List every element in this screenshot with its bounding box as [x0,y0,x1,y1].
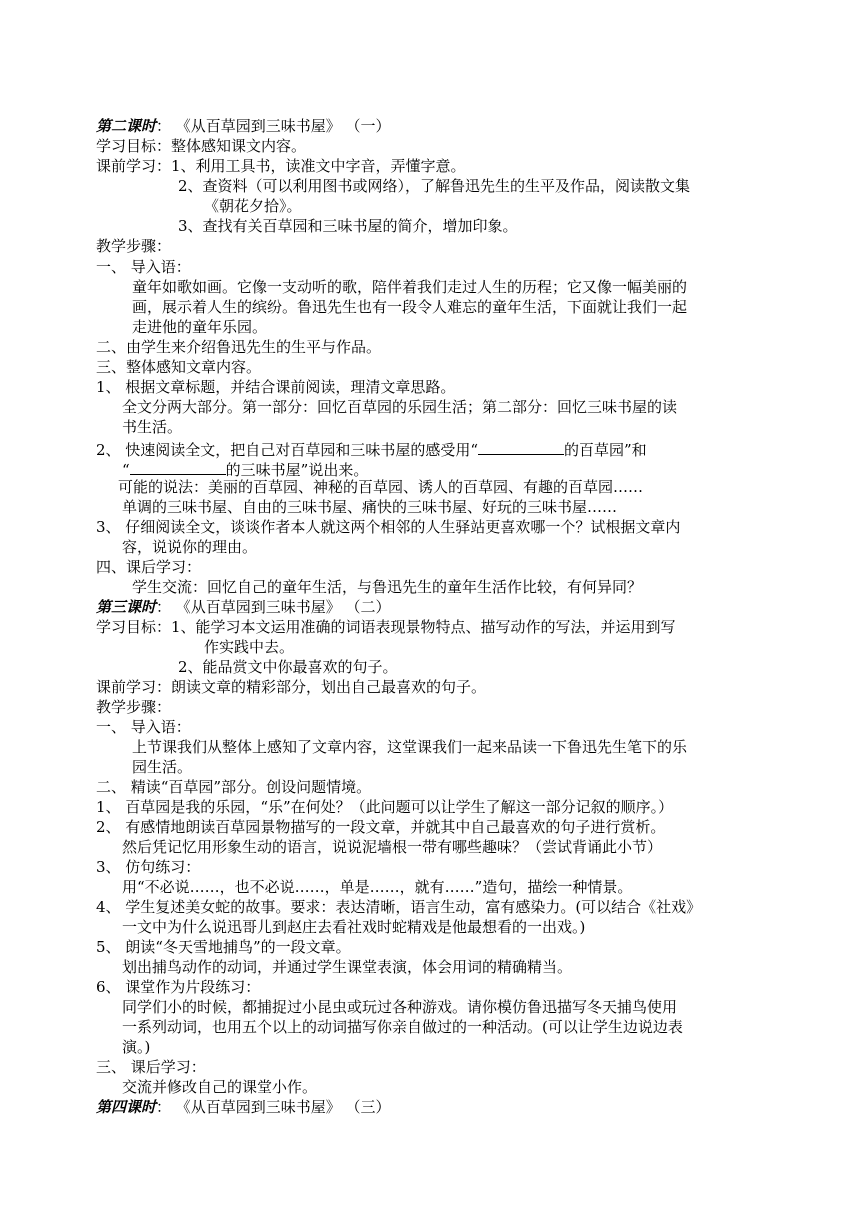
lesson3-item6-c: 演。) [122,1038,151,1056]
lesson2-item1-a: 全文分两大部分。第一部分：回忆百草园的乐园生活；第二部分：回忆三味书屋的读 [122,398,678,416]
lesson3-step3: 三、 课后学习： [96,1058,206,1076]
lesson3-item6-b: 一系列动词，也用五个以上的动词描写你亲自做过的一种活动。(可以让学生边说边表 [122,1018,683,1036]
lesson3-item2: 2、 有感情地朗读百草园景物描写的一段文章，并就其中自己最喜欢的句子进行赏析。 [96,818,666,836]
blank-line [478,438,564,455]
lesson2-heading [96,117,391,136]
lesson3-step1-p1: 上节课我们从整体上感知了文章内容，这堂课我们一起来品读一下鲁迅先生笔下的乐 [132,738,688,756]
lesson3-item3-b: 用“不必说……，也不必说……，单是……，就有……”造句，描绘一种情景。 [122,878,633,896]
lesson2-item2-end: 的三味书屋”说出来。 [225,461,369,479]
lesson3-pre: 课前学习：朗读文章的精彩部分，划出自己最喜欢的句子。 [96,678,487,696]
lesson2-item2-c: 可能的说法：美丽的百草园、神秘的百草园、诱人的百草园、有趣的百草园…… [118,478,644,496]
lesson2-item3-b: 容，说说你的理由。 [122,538,258,556]
lesson2-pre-2: 2、查资料（可以利用图书或网络），了解鲁迅先生的生平及作品，阅读散文集 [178,177,691,195]
lesson2-goal: 学习目标：整体感知课文内容。 [96,137,307,155]
lesson2-step3: 三、整体感知文章内容。 [96,358,262,376]
lesson2-step1-p2: 画，展示着人生的缤纷。鲁迅先生也有一段令人难忘的童年生活，下面就让我们一起 [132,298,688,316]
lesson2-steps: 教学步骤： [96,237,172,255]
lesson2-title: ： 《从百草园到三味书屋》 （一） [156,117,391,135]
lesson2-item3: 3、 仔细阅读全文，谈谈作者本人就这两个相邻的人生驿站更喜欢哪一个？试根据文章内 [96,518,681,536]
lesson3-item6: 6、 课堂作为片段练习： [96,978,261,996]
lesson3-steps: 教学步骤： [96,698,172,716]
blank-line [130,458,226,475]
lesson3-step2: 二、 精读“百草园”部分。创设问题情境。 [96,778,372,796]
lesson3-title: ： 《从百草园到三味书屋》 （二） [156,598,391,616]
lesson2-pre-3: 3、查找有关百草园和三味书屋的简介，增加印象。 [178,217,518,235]
lesson2-item2-cont [122,458,368,477]
lesson3-item5-b: 划出捕鸟动作的动词，并通过学生课堂表演，体会用词的精确精当。 [122,958,573,976]
lesson2-pre-2b: 《朝花夕拾》。 [204,197,302,215]
lesson2-step1-p3: 走进他的童年乐园。 [132,318,268,336]
lesson3-item3: 3、 仿句练习： [96,858,201,876]
lesson2-step1: 一、 导入语： [96,258,191,276]
lesson3-item4-b: 一文中为什么说迅哥儿到赵庄去看社戏时蛇精戏是他最想看的一出戏。) [122,918,586,936]
lesson2-step4-p: 学生交流：回忆自己的童年生活，与鲁迅先生的童年生活作比较，有何异同？ [132,578,643,596]
lesson2-item2-pre: 2、 快速阅读全文，把自己对百草园和三味书屋的感受用“ [96,441,478,459]
lesson2-step2: 二、由学生来介绍鲁迅先生的生平与作品。 [96,338,382,356]
lesson2-item2-d: 单调的三味书屋、自由的三味书屋、痛快的三味书屋、好玩的三味书屋…… [122,498,618,516]
lesson2-item1-b: 书生活。 [122,418,183,436]
lesson3-goal-1b: 作实践中去。 [204,638,295,656]
lesson3-item2-b: 然后凭记忆用形象生动的语言，说说泥墙根一带有哪些趣味？（尝试背诵此小节） [122,838,663,856]
lesson2-item1: 1、 根据文章标题，并结合课前阅读，理清文章思路。 [96,378,456,396]
lesson2-item2 [96,438,647,457]
lesson2-pre-1: 课前学习：1、利用工具书，读准文中字音，弄懂字意。 [96,157,466,175]
lesson3-item5: 5、 朗读“冬天雪地捕鸟”的一段文章。 [96,938,351,956]
lesson3-step1: 一、 导入语： [96,718,191,736]
lesson4-label: 第四课时 [96,1098,157,1116]
lesson3-item6-a: 同学们小的时候，都捕捉过小昆虫或玩过各种游戏。请你模仿鲁迅描写冬天捕鸟使用 [122,998,678,1016]
lesson3-step1-p2: 园生活。 [132,758,193,776]
lesson3-heading [96,598,391,617]
lesson3-label: 第三课时 [96,598,157,616]
lesson3-item4: 4、 学生复述美女蛇的故事。要求：表达清晰，语言生动，富有感染力。(可以结合《社戏》 [96,898,702,916]
lesson2-item2-mid: 的百草园”和 [563,441,647,459]
lesson3-step3-p: 交流并修改自己的课堂小作。 [122,1078,318,1096]
lesson2-item2-open: “ [122,461,130,479]
lesson3-item1: 1、 百草园是我的乐园，“乐”在何处？（此问题可以让学生了解这一部分记叙的顺序。） [96,798,674,816]
lesson2-label: 第二课时 [96,117,157,135]
lesson4-heading [96,1098,391,1117]
lesson3-goal-1: 学习目标：1、能学习本文运用准确的词语表现景物特点、描写动作的写法，并运用到写 [96,618,676,636]
lesson3-goal-2: 2、能品赏文中你最喜欢的句子。 [178,658,398,676]
lesson4-title: ： 《从百草园到三味书屋》 （三） [156,1098,391,1116]
lesson2-step4: 四、课后学习： [96,558,202,576]
lesson2-step1-p1: 童年如歌如画。它像一支动听的歌，陪伴着我们走过人生的历程；它又像一幅美丽的 [132,278,688,296]
